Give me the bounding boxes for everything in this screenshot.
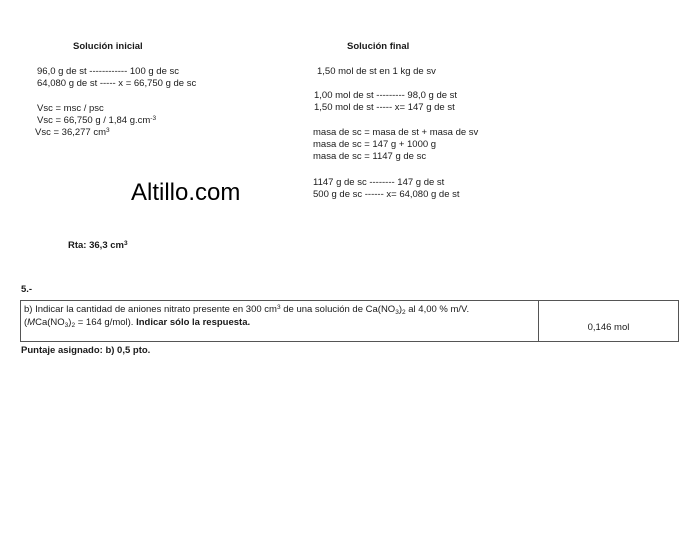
question-line-1: b) Indicar la cantidad de aniones nitrato presente en 300 $cm^3$ de una solución de $Ca(NO_3)_2$ al 4,00 % m/V.	[24, 304, 470, 316]
right-block-1	[317, 66, 436, 78]
vsc-calc: Vsc = 66,750 g / 1,84 $g.cm^{-3}$	[37, 115, 157, 126]
right-line-4: masa de sc = masa de st + masa de sv	[313, 127, 479, 138]
right-block-4	[313, 177, 460, 201]
right-block-3	[313, 127, 478, 163]
left-line-1: 96,0 g de st ------------ 100 g de sc	[37, 66, 180, 77]
right-line-1: 1,50 mol de st en 1 kg de sv	[317, 66, 436, 77]
question-line-2: ($MCa(NO_3)_2 = 164$ g/mol). Indicar sólo la respuesta.	[24, 317, 251, 329]
right-line-7: 1147 g de sc -------- 147 g de st	[313, 177, 445, 188]
question-answer-cell	[539, 301, 678, 341]
vsc-result: Vsc = 36,277 $cm^3$	[35, 127, 110, 138]
vsc-formula: Vsc = msc / psc	[37, 103, 104, 114]
question-number: 5.-	[21, 284, 33, 295]
right-line-3: 1,50 mol de st ----- x= 147 g de st	[314, 102, 455, 113]
score-text: Puntaje asignado: b) 0,5 pto.	[21, 345, 151, 356]
altillo-watermark: Altillo.com	[131, 179, 241, 206]
question-answer: 0,146 mol	[587, 322, 630, 333]
left-block-vsc	[37, 103, 156, 139]
right-line-2: 1,00 mol de st --------- 98,0 g de st	[314, 90, 458, 101]
left-line-2: 64,080 g de st ----- x = 66,750 g de sc	[37, 78, 197, 89]
question-text-cell	[21, 301, 539, 341]
right-line-6: masa de sc = 1147 g de sc	[313, 151, 427, 162]
left-block-1	[37, 66, 196, 90]
right-line-5: masa de sc = 147 g + 1000 g	[313, 139, 437, 150]
right-block-2	[314, 90, 457, 114]
right-heading: Solución final	[347, 41, 410, 52]
question-table	[20, 300, 679, 342]
left-heading: Solución inicial	[73, 41, 143, 52]
right-line-8: 500 g de sc ------ x= 64,080 g de st	[313, 189, 460, 200]
left-answer: Rta: 36,3 $cm^3$	[68, 240, 128, 251]
